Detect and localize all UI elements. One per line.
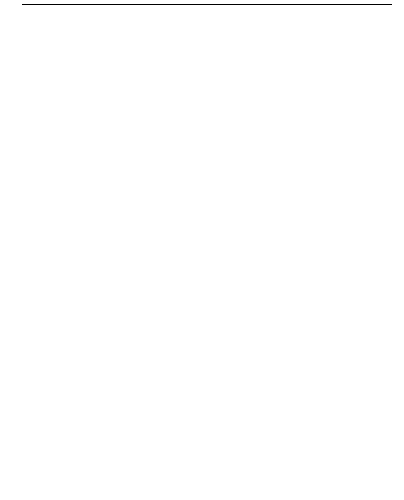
page-header [22, 0, 392, 5]
